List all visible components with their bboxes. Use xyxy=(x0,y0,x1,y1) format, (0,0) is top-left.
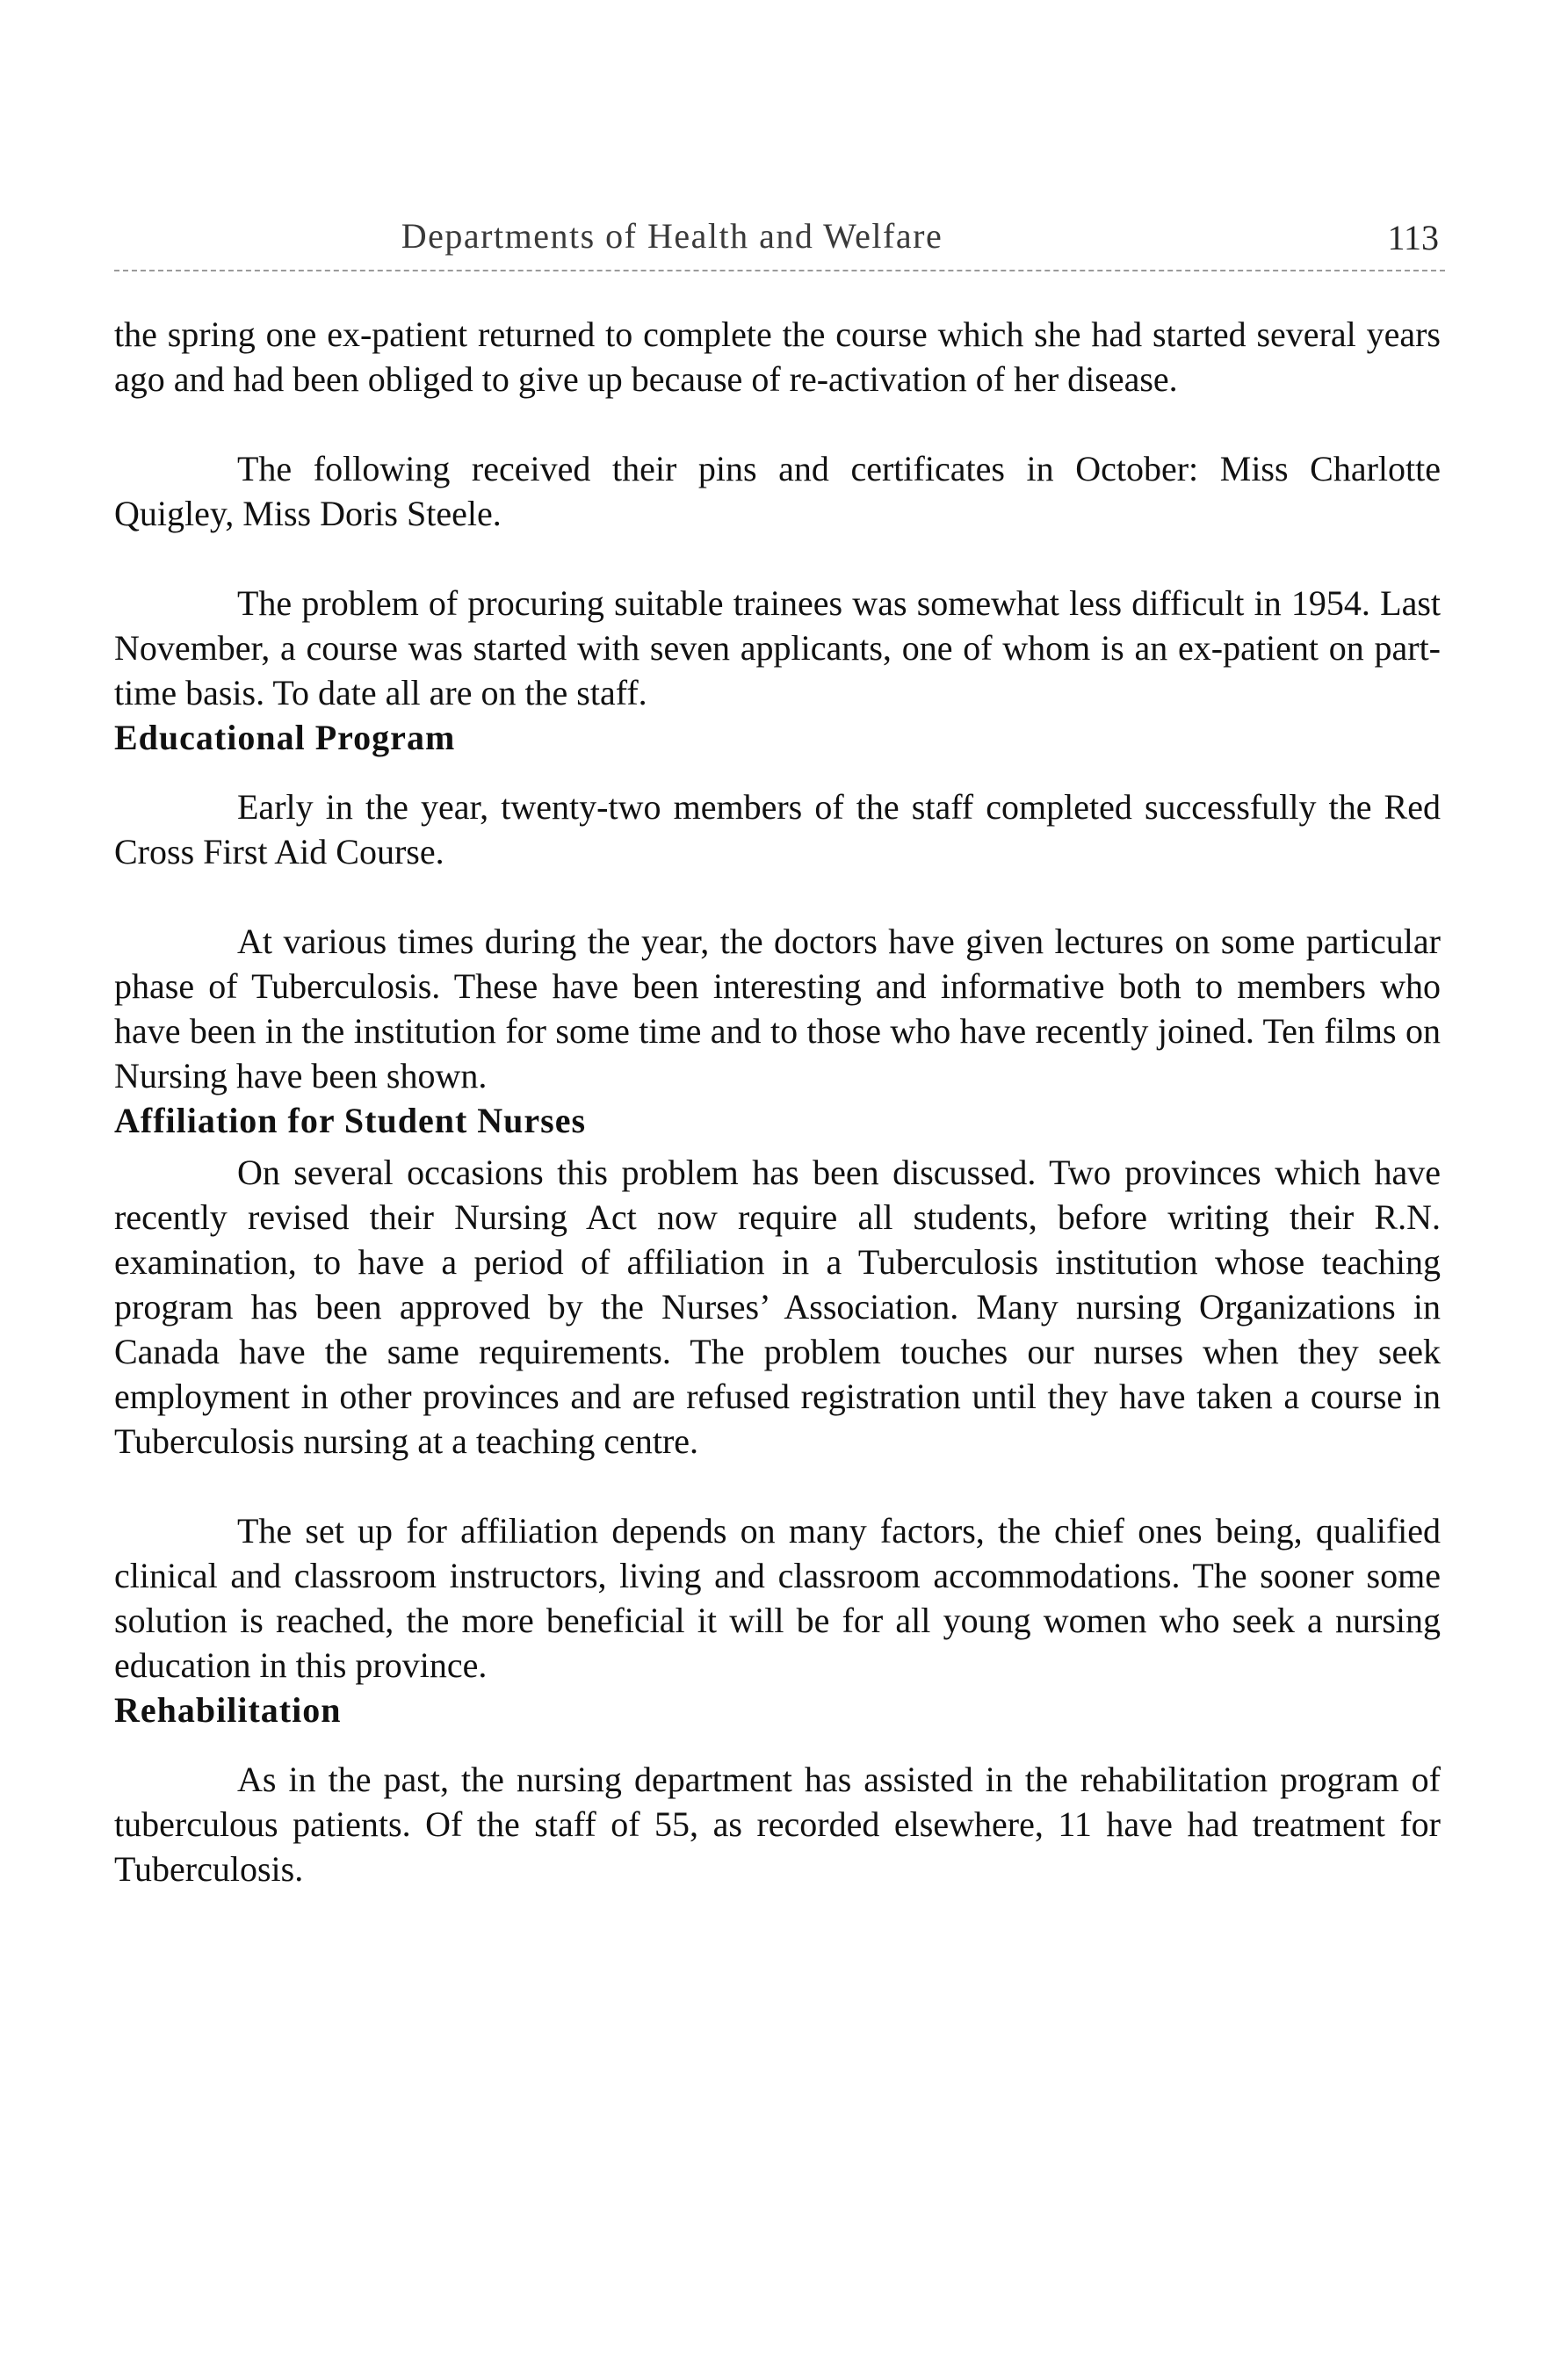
section-heading-affiliation: Affiliation for Student Nurses xyxy=(114,1101,587,1140)
page-number: 113 xyxy=(1387,218,1439,257)
section-heading-educational-program: Educational Program xyxy=(114,718,456,757)
running-title: Departments of Health and Welfare xyxy=(401,216,943,256)
paragraph-rehabilitation: As in the past, the nursing department has assisted in the rehabilitation program of tuberculous patients. Of the staff of 55, as recorded elsewhere, 11 have had treatment for Tuberculosis. xyxy=(114,1760,1441,1889)
paragraph-affiliation-problem: On several occasions this problem has been discussed. Two provinces which have recently revised their Nursing Act now require all students, before writing their R.N. examination, to have a period of affiliation in a Tuberculosis institution whose teaching program has been approved by the Nurses’ Association. Many nursing Organizations in Canada have the same requirements. The problem touches our nurses when they seek employment in other provinces and are refused registration until they have taken a course in Tuberculosis nursing at a teaching centre. xyxy=(114,1153,1441,1461)
paragraph-continued: the spring one ex-patient returned to complete the course which she had started several years ago and had been obliged to give up because of re-activation of her disease. xyxy=(114,314,1441,399)
paragraph-affiliation-setup: The set up for affiliation depends on many factors, the chief ones being, qualified clinical and classroom instructors, living and classroom accommodations. The sooner some solution is reached, the more beneficial it will be for all young women who seek a nursing education in this province. xyxy=(114,1511,1441,1685)
section-heading-rehabilitation: Rehabilitation xyxy=(114,1690,342,1730)
paragraph-lectures: At various times during the year, the doctors have given lectures on some particular phase of Tuberculosis. These have been interesting and informative both to members who have been in the institution for some time and to those who have recently joined. Ten films on Nursing have been shown. xyxy=(114,922,1441,1095)
paragraph-first-aid: Early in the year, twenty-two members of the staff completed successfully the Red Cross First Aid Course. xyxy=(114,787,1441,871)
header-rule xyxy=(114,270,1445,271)
paragraph-certificates: The following received their pins and certificates in October: Miss Charlotte Quigley, Miss Doris Steele. xyxy=(114,449,1441,533)
running-head xyxy=(114,215,1448,268)
page-body xyxy=(114,312,1441,1891)
paragraph-trainees: The problem of procuring suitable trainees was somewhat less difficult in 1954. Last November, a course was started with seven applicants, one of whom is an ex-patient on part-time basis. To date all are on the staff. xyxy=(114,583,1441,712)
